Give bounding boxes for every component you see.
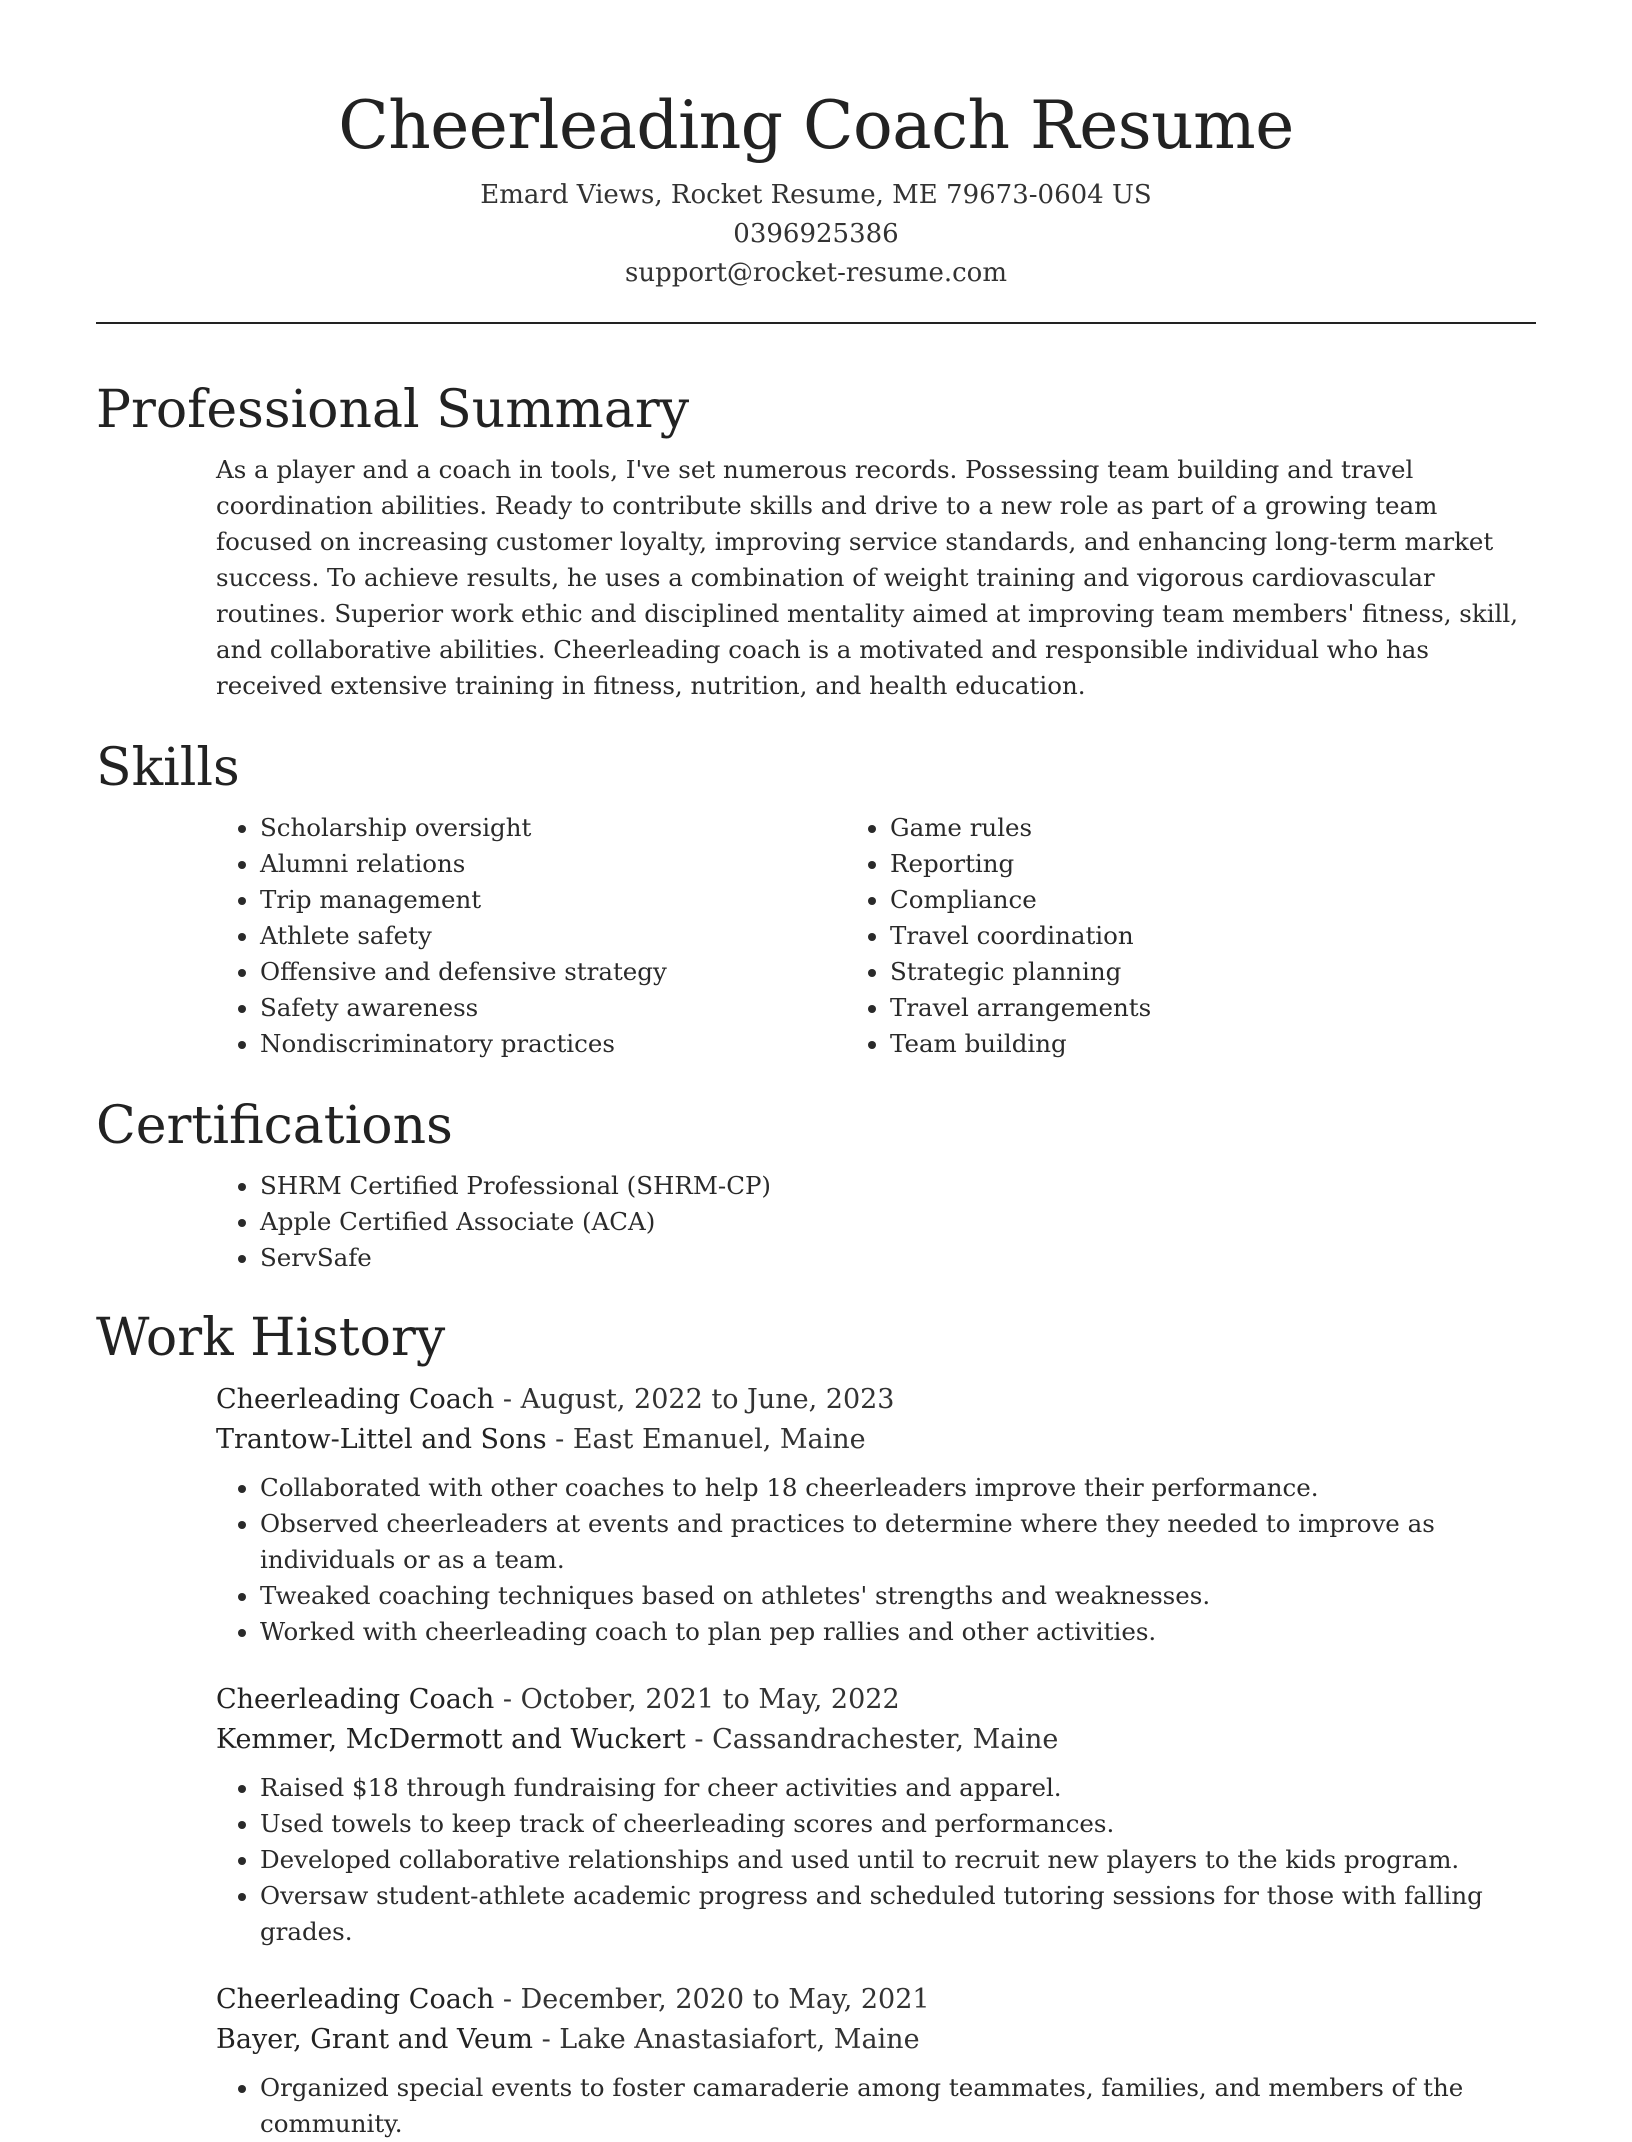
job-duty: • Organized special events to foster camaraderie among teammates, families, and members of the community. [260,2070,1536,2142]
skill-item: • Trip management [260,882,906,918]
contact-info [96,176,1536,293]
job-dates: - December, 2020 to May, 2021 [494,1984,930,2015]
job-location: - Cassandrachester, Maine [685,1724,1059,1755]
job-entry [96,1980,1536,2142]
skill-item: • Travel arrangements [890,990,1536,1026]
skill-item: • Safety awareness [260,990,906,1026]
skill-item: • Travel coordination [890,918,1536,954]
job-company-line [216,1720,1536,1760]
summary-section [96,380,1536,704]
job-title-line [216,1680,1536,1720]
certifications-list [96,1168,1536,1276]
work-history-heading: Work History [96,1308,446,1368]
skill-item: • Game rules [890,810,1536,846]
resume-title: Cheerleading Coach Resume [338,87,1294,164]
skill-item: • Alumni relations [260,846,906,882]
skills-section [96,738,1536,1062]
job-company-line [216,1420,1536,1460]
job-company: Trantow-Littel and Sons [216,1424,547,1455]
summary-text: As a player and a coach in tools, I've set numerous records. Possessing team building and travel coordination abilities. Ready to contribute skills and drive to a new role as part of a growing team focused on increasing customer loyalty, improving service standards, and enhancing long-term market success. To achieve results, he uses a combination of weight training and vigorous cardiovascular routines. Superior work ethic and disciplined mentality aimed at improving team members' fitness, skill, and collaborative abilities. Cheerleading coach is a motivated and responsible individual who has received extensive training in fitness, nutrition, and health education. [216,455,1518,700]
certification-item: • Apple Certified Associate (ACA) [260,1204,1536,1240]
skill-item: • Scholarship oversight [260,810,906,846]
job-title: Cheerleading Coach [216,1384,495,1415]
skill-item: • Reporting [890,846,1536,882]
skill-item: • Compliance [890,882,1536,918]
skills-columns [96,810,1536,1062]
header-divider [96,322,1536,324]
job-duty: • Tweaked coaching techniques based on athletes' strengths and weaknesses. [260,1578,1536,1614]
job-title-line [216,1380,1536,1420]
job-duties-list [96,1770,1536,1950]
job-company: Kemmer, McDermott and Wuckert [216,1724,686,1755]
job-entry [96,1380,1536,1650]
job-duty: • Collaborated with other coaches to help 18 cheerleaders improve their performance. [260,1470,1536,1506]
certification-item: • SHRM Certified Professional (SHRM-CP) [260,1168,1536,1204]
job-duty: • Oversaw student-athlete academic progress and scheduled tutoring sessions for those with falling grades. [260,1878,1536,1950]
resume-page [96,0,1536,2138]
skills-heading: Skills [96,738,240,798]
job-dates: - October, 2021 to May, 2022 [494,1684,900,1715]
job-entry [96,1680,1536,1950]
skill-item: • Team building [890,1026,1536,1062]
skills-list-right [890,810,1536,1062]
skill-item: • Nondiscriminatory practices [260,1026,906,1062]
skills-list-left [96,810,906,1062]
job-title-line [216,1980,1536,2020]
skill-item: • Athlete safety [260,918,906,954]
certifications-heading: Certifications [96,1096,453,1156]
job-title: Cheerleading Coach [216,1684,495,1715]
job-company: Bayer, Grant and Veum [216,2024,534,2055]
job-company-line [216,2020,1536,2060]
job-dates: - August, 2022 to June, 2023 [494,1384,895,1415]
job-duty: • Used towels to keep track of cheerleading scores and performances. [260,1806,1536,1842]
skill-item: • Offensive and defensive strategy [260,954,906,990]
job-location: - East Emanuel, Maine [546,1424,866,1455]
contact-phone: 0396925386 [733,219,899,249]
job-duty: • Raised $18 through fundraising for cheer activities and apparel. [260,1770,1536,1806]
job-duty: • Developed collaborative relationships and used until to recruit new players to the kids program. [260,1842,1536,1878]
contact-email: support@rocket-resume.com [624,258,1007,288]
summary-heading: Professional Summary [96,380,690,440]
contact-address: Emard Views, Rocket Resume, ME 79673-0604 US [480,180,1152,210]
work-history-section [96,1308,1536,2142]
resume-header [96,0,1536,293]
job-title: Cheerleading Coach [216,1984,495,2015]
skill-item: • Strategic planning [890,954,1536,990]
job-duty: • Worked with cheerleading coach to plan pep rallies and other activities. [260,1614,1536,1650]
job-duties-list [96,2070,1536,2142]
certification-item: • ServSafe [260,1240,1536,1276]
job-location: - Lake Anastasiafort, Maine [533,2024,920,2055]
certifications-section [96,1096,1536,1276]
job-duty: • Observed cheerleaders at events and practices to determine where they needed to improve as individuals or as a team. [260,1506,1536,1578]
job-duties-list [96,1470,1536,1650]
